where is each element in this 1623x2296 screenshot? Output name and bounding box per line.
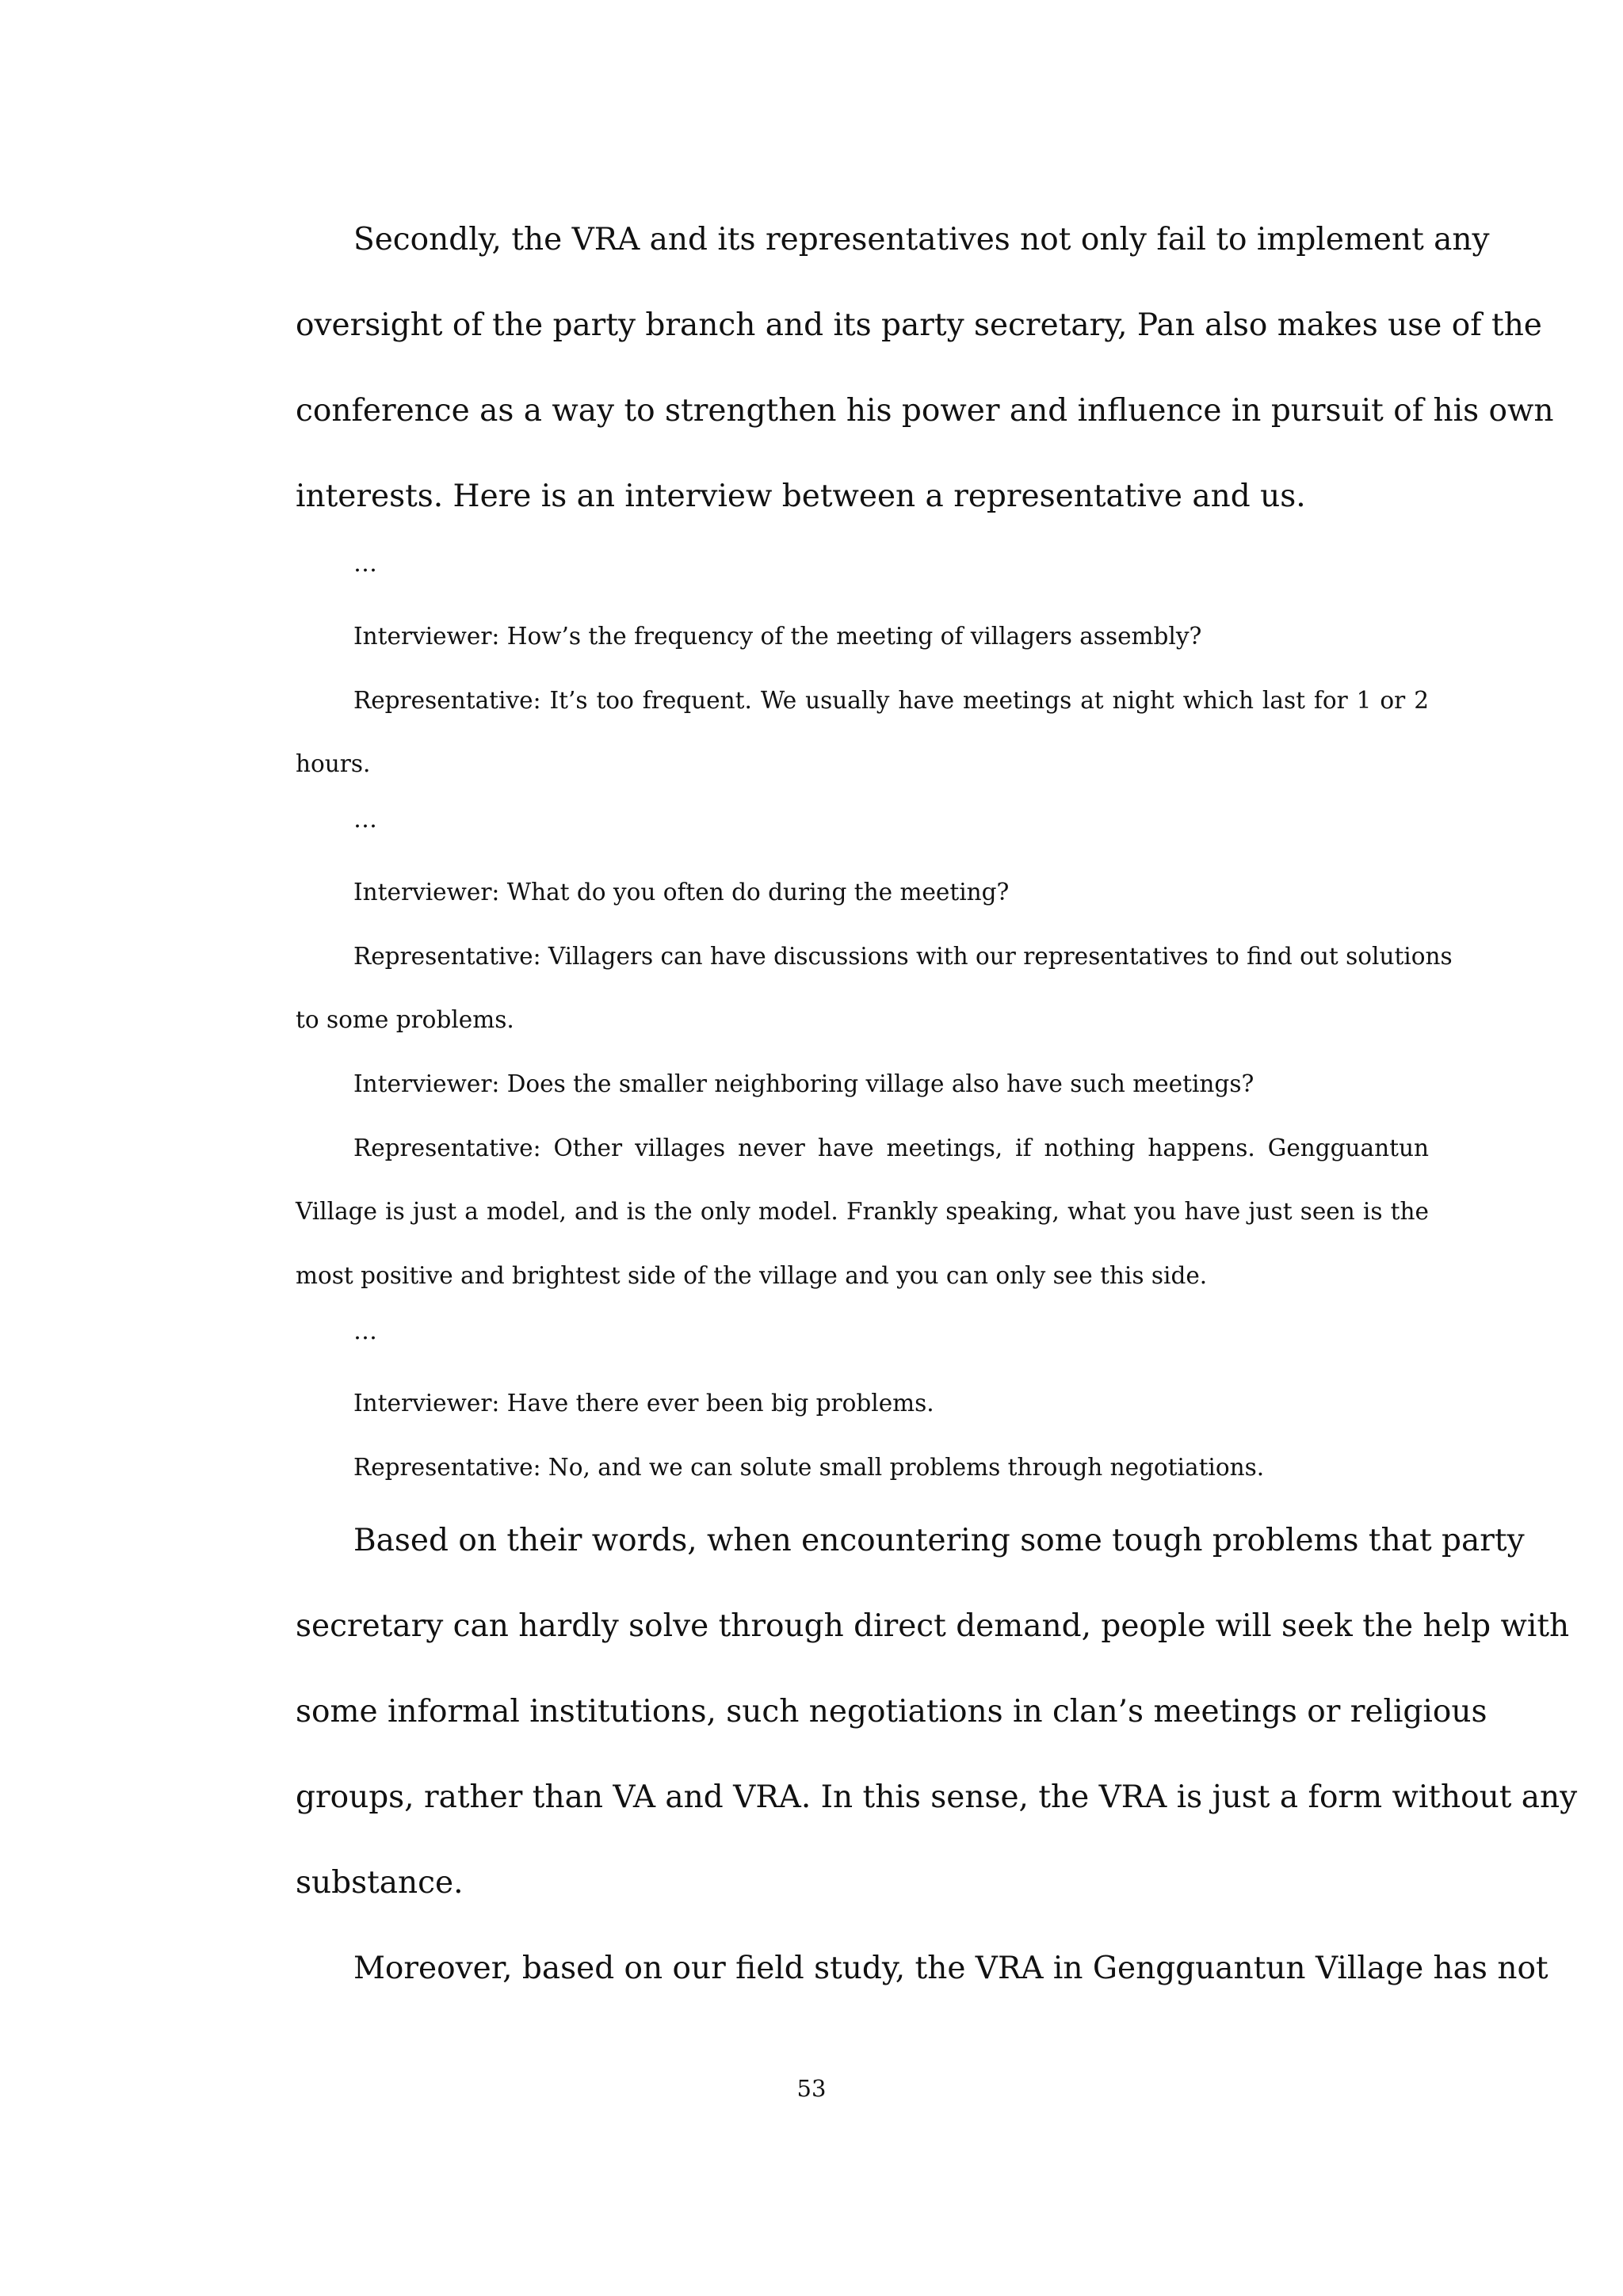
- representative-answer-3-line-2: Village is just a model, and is the only model. Frankly speaking, what you have just seen is the: [296, 1198, 1429, 1225]
- paragraph-2-line-3: some informal institutions, such negotiations in clan’s meetings or religious: [296, 1694, 1487, 1730]
- ellipsis: …: [353, 550, 377, 578]
- paragraph-2-line-1: Based on their words, when encountering some tough problems that party: [353, 1523, 1525, 1558]
- ellipsis: …: [353, 806, 377, 833]
- representative-answer-1-line-2: hours.: [296, 750, 371, 777]
- representative-answer-2-line-2: to some problems.: [296, 1006, 514, 1033]
- paragraph-1-line-4: interests. Here is an interview between a representative and us.: [296, 479, 1306, 514]
- paragraph-2-line-4: groups, rather than VA and VRA. In this sense, the VRA is just a form without any: [296, 1779, 1578, 1815]
- paragraph-1-line-1: Secondly, the VRA and its representatives not only fail to implement any: [353, 222, 1490, 257]
- paragraph-1-line-3: conference as a way to strengthen his power and influence in pursuit of his own: [296, 393, 1554, 429]
- interviewer-question-3: Interviewer: Does the smaller neighboring village also have such meetings?: [353, 1070, 1254, 1097]
- representative-answer-1-line-1: Representative: It’s too frequent. We usually have meetings at night which last for 1 or 2: [353, 687, 1429, 714]
- representative-answer-3-line-1: Representative: Other villages never have meetings, if nothing happens. Gengguantun: [353, 1135, 1429, 1161]
- interviewer-question-2: Interviewer: What do you often do during the meeting?: [353, 879, 1010, 906]
- paragraph-3-line-1: Moreover, based on our field study, the VRA in Gengguantun Village has not: [353, 1951, 1549, 1986]
- paragraph-1-line-2: oversight of the party branch and its party secretary, Pan also makes use of the: [296, 307, 1542, 343]
- representative-answer-2-line-1: Representative: Villagers can have discussions with our representatives to find out solutions: [353, 943, 1453, 970]
- representative-answer-3-line-3: most positive and brightest side of the village and you can only see this side.: [296, 1262, 1208, 1289]
- paragraph-2-line-5: substance.: [296, 1865, 464, 1901]
- interviewer-question-1: Interviewer: How’s the frequency of the meeting of villagers assembly?: [353, 623, 1202, 650]
- paragraph-2-line-2: secretary can hardly solve through direct demand, people will seek the help with: [296, 1608, 1570, 1644]
- ellipsis: …: [353, 1318, 377, 1345]
- interviewer-question-4: Interviewer: Have there ever been big problems.: [353, 1390, 934, 1417]
- page-number: 53: [796, 2075, 827, 2102]
- representative-answer-4: Representative: No, and we can solute small problems through negotiations.: [353, 1454, 1265, 1481]
